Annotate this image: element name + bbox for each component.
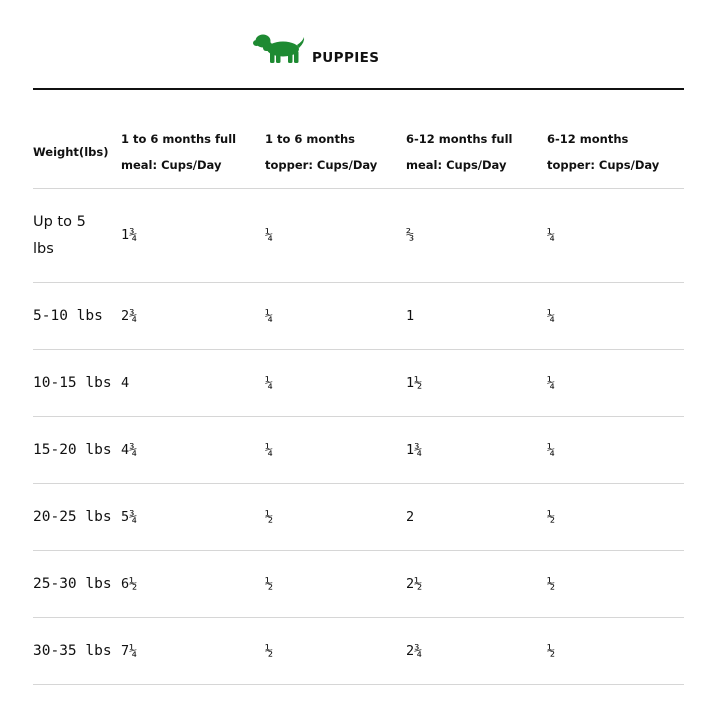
cell-1-6-full-meal: 2¾ bbox=[121, 283, 265, 350]
cell-1-6-full-meal: 1¾ bbox=[121, 189, 265, 283]
cell-1-6-topper: ½ bbox=[265, 618, 406, 685]
cell-1-6-topper: ½ bbox=[265, 551, 406, 618]
weight-cell: 20-25 lbs bbox=[33, 484, 121, 551]
cell-6-12-topper: ½ bbox=[547, 618, 684, 685]
cell-6-12-full-meal: 1 bbox=[406, 283, 547, 350]
column-header-1-6-full-meal: 1 to 6 months full meal: Cups/Day bbox=[121, 116, 265, 189]
column-header-1-6-topper: 1 to 6 months topper: Cups/Day bbox=[265, 116, 406, 189]
cell-1-6-full-meal: 4¾ bbox=[121, 417, 265, 484]
column-header-6-12-full-meal: 6-12 months full meal: Cups/Day bbox=[406, 116, 547, 189]
cell-6-12-full-meal: 1¾ bbox=[406, 417, 547, 484]
cell-6-12-full-meal: 1½ bbox=[406, 350, 547, 417]
cell-6-12-topper: ½ bbox=[547, 551, 684, 618]
cell-6-12-topper: ¼ bbox=[547, 283, 684, 350]
table-row bbox=[33, 484, 684, 551]
cell-1-6-full-meal: 5¾ bbox=[121, 484, 265, 551]
cell-6-12-full-meal: 2½ bbox=[406, 551, 547, 618]
cell-1-6-full-meal: 6½ bbox=[121, 551, 265, 618]
feeding-table bbox=[33, 116, 684, 685]
cell-6-12-full-meal: 2¾ bbox=[406, 618, 547, 685]
cell-1-6-topper: ¼ bbox=[265, 189, 406, 283]
weight-cell: Up to 5 lbs bbox=[33, 189, 121, 283]
weight-cell: 10-15 lbs bbox=[33, 350, 121, 417]
page-title: PUPPIES bbox=[312, 50, 380, 66]
weight-cell: 25-30 lbs bbox=[33, 551, 121, 618]
column-header-weight: Weight(lbs) bbox=[33, 116, 121, 189]
cell-1-6-topper: ¼ bbox=[265, 283, 406, 350]
weight-cell: 30-35 lbs bbox=[33, 618, 121, 685]
cell-1-6-topper: ¼ bbox=[265, 417, 406, 484]
cell-1-6-topper: ¼ bbox=[265, 350, 406, 417]
table-row bbox=[33, 551, 684, 618]
header-divider bbox=[33, 88, 684, 90]
table-row bbox=[33, 189, 684, 283]
cell-6-12-topper: ¼ bbox=[547, 189, 684, 283]
table-row bbox=[33, 350, 684, 417]
table-header-row bbox=[33, 116, 684, 189]
cell-1-6-full-meal: 7¼ bbox=[121, 618, 265, 685]
weight-cell: 15-20 lbs bbox=[33, 417, 121, 484]
cell-1-6-full-meal: 4 bbox=[121, 350, 265, 417]
cell-6-12-topper: ¼ bbox=[547, 417, 684, 484]
cell-6-12-full-meal: ⅔ bbox=[406, 189, 547, 283]
dog-icon bbox=[253, 33, 305, 65]
table-row bbox=[33, 417, 684, 484]
weight-cell: 5-10 lbs bbox=[33, 283, 121, 350]
cell-6-12-topper: ¼ bbox=[547, 350, 684, 417]
table-row bbox=[33, 283, 684, 350]
column-header-6-12-topper: 6-12 months topper: Cups/Day bbox=[547, 116, 684, 189]
table-row bbox=[33, 618, 684, 685]
cell-6-12-full-meal: 2 bbox=[406, 484, 547, 551]
cell-1-6-topper: ½ bbox=[265, 484, 406, 551]
cell-6-12-topper: ½ bbox=[547, 484, 684, 551]
page-header bbox=[0, 0, 713, 90]
